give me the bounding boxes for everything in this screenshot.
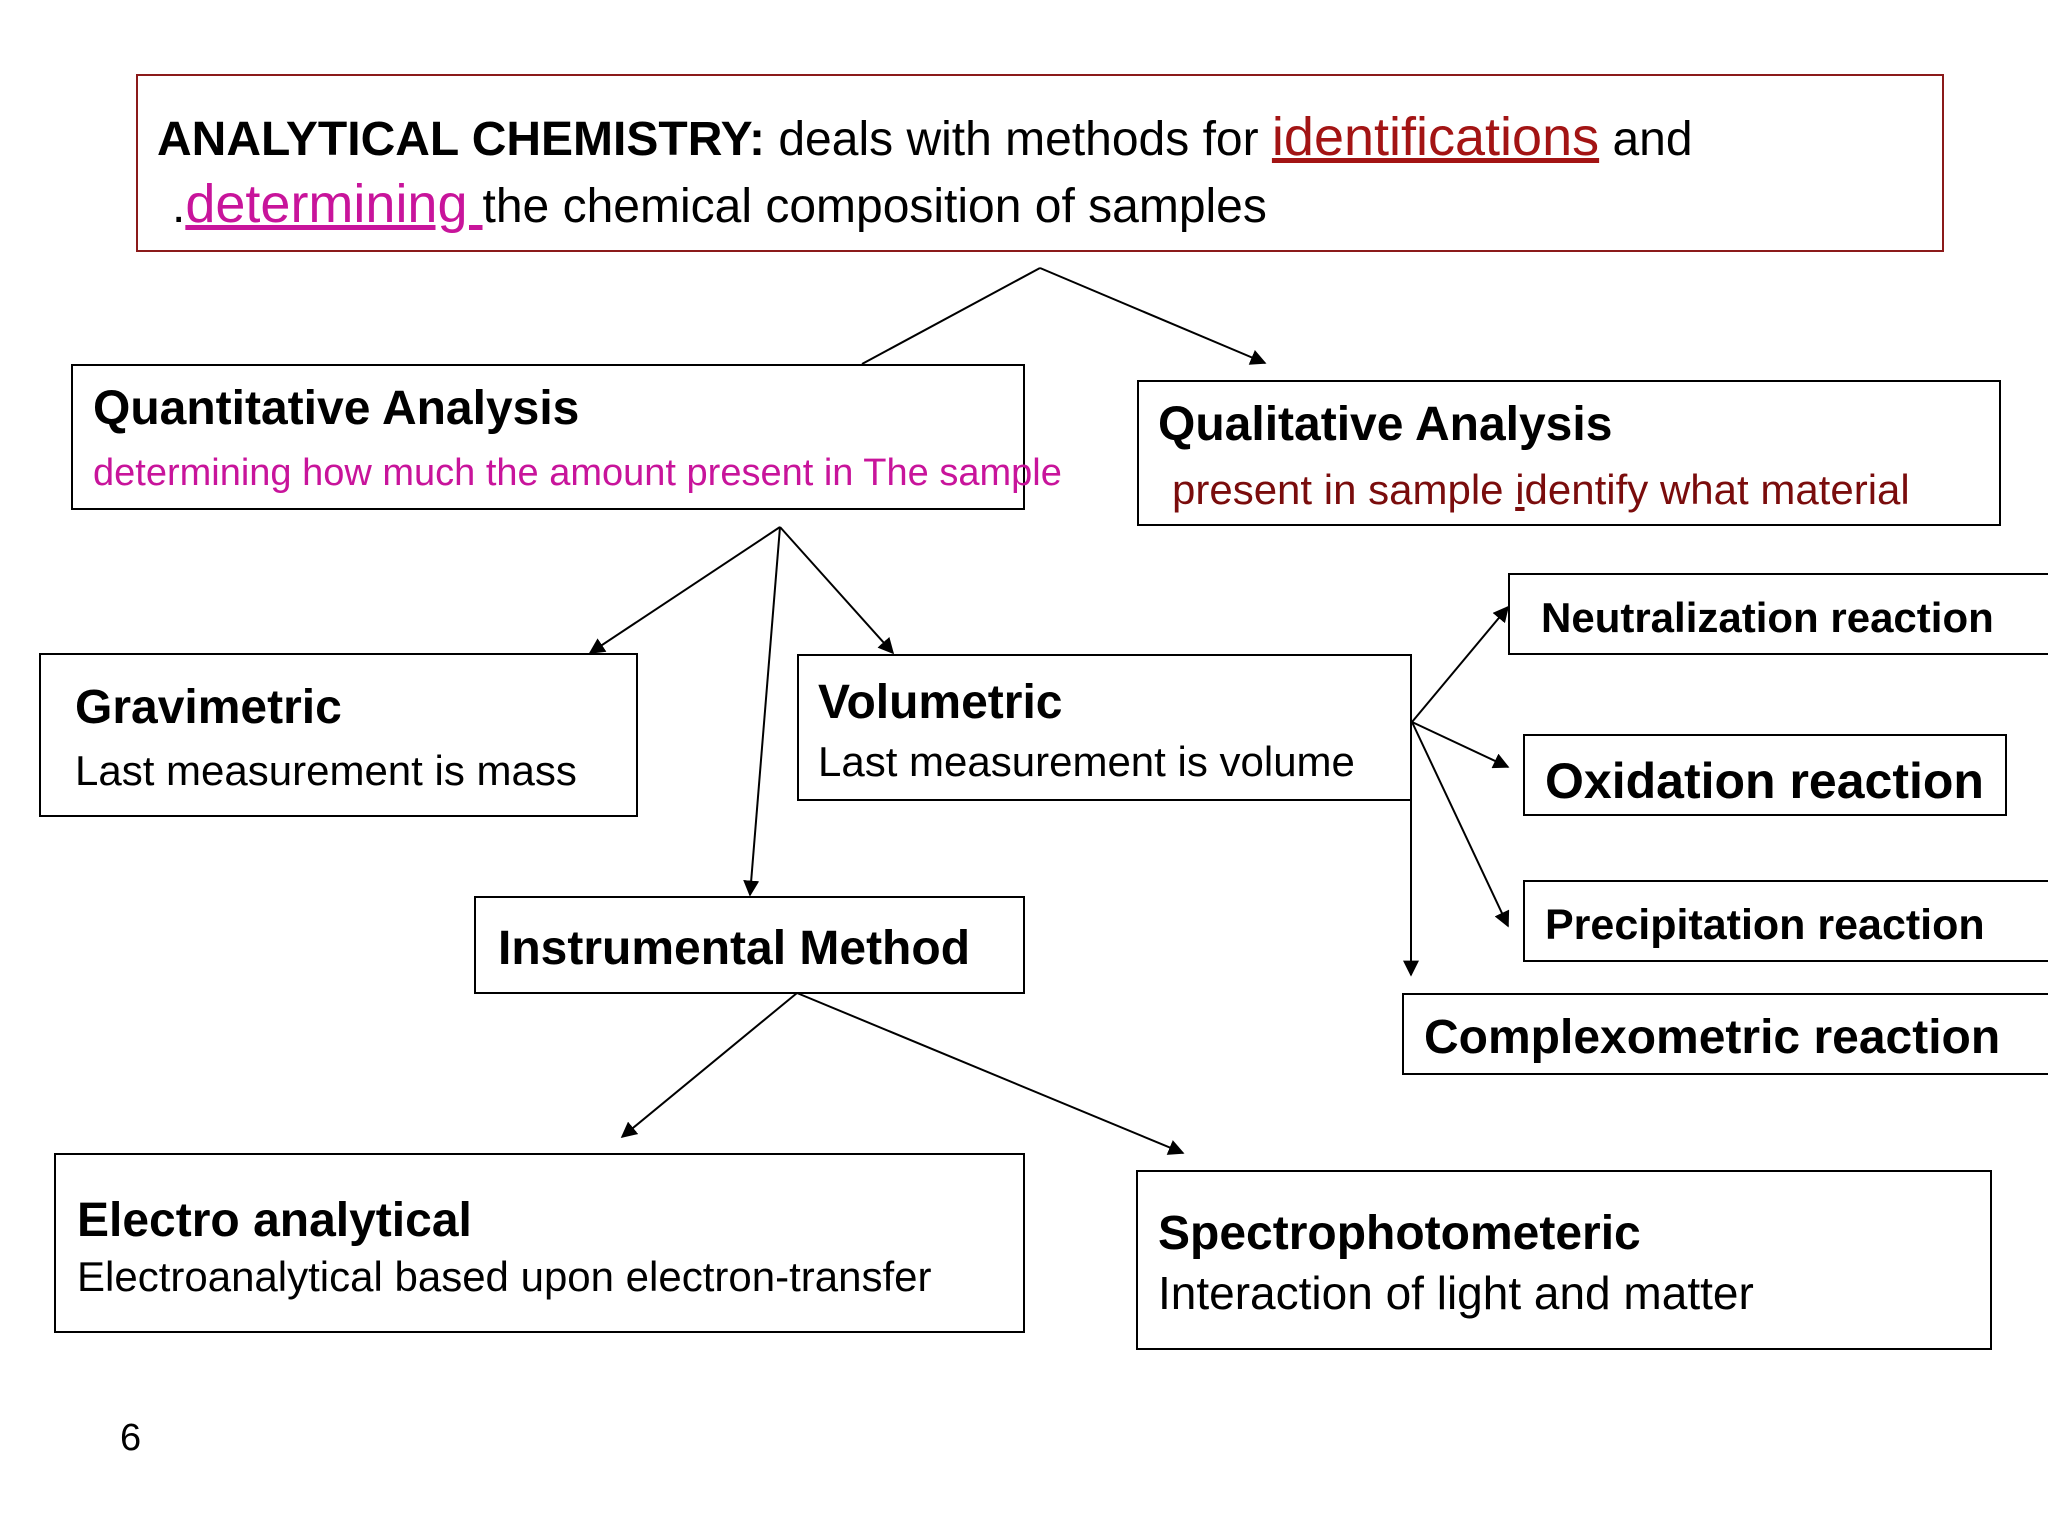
arrow-quant-instrumental	[750, 527, 780, 895]
spectro-title: Spectrophotometeric	[1158, 1207, 1641, 1260]
title-line-1	[157, 106, 1693, 168]
spectro-desc: Interaction of light and matter	[1158, 1267, 1754, 1319]
qualitative-title: Qualitative Analysis	[1158, 398, 1613, 451]
arrow-vol-neutralization	[1412, 607, 1508, 722]
electro-desc: Electroanalytical based upon electron-transfer	[77, 1253, 932, 1300]
connector-title-quantitative	[862, 268, 1040, 364]
instrumental-title: Instrumental Method	[498, 922, 971, 975]
volumetric-desc: Last measurement is volume	[818, 738, 1355, 785]
qualitative-desc-post: dentify what material	[1524, 466, 1910, 513]
volumetric-title: Volumetric	[818, 676, 1063, 729]
complexometric-label: Complexometric reaction	[1424, 1011, 2001, 1064]
qualitative-desc	[1172, 466, 1910, 514]
arrow-vol-oxidation	[1412, 722, 1508, 767]
arrow-vol-precipitation	[1412, 722, 1508, 926]
keyword-identifications: identifications	[1271, 107, 1600, 167]
qualitative-desc-pre: present in sample	[1172, 466, 1516, 513]
arrow-instr-electro	[622, 993, 797, 1137]
title-dot: .	[172, 180, 186, 233]
precipitation-label: Precipitation reaction	[1545, 901, 1985, 949]
gravimetric-title: Gravimetric	[75, 681, 342, 734]
title-text-2: the chemical composition of samples	[482, 180, 1267, 233]
oxidation-label: Oxidation reaction	[1545, 753, 1984, 809]
arrow-instr-spectro	[797, 993, 1183, 1153]
slide-number: 6	[120, 1417, 142, 1459]
quantitative-desc: determining how much the amount present in The sample	[93, 452, 1062, 494]
quantitative-title: Quantitative Analysis	[93, 382, 580, 435]
gravimetric-desc: Last measurement is mass	[75, 747, 577, 794]
title-text-1-end: and	[1599, 113, 1693, 166]
arrow-quant-gravimetric	[590, 527, 780, 653]
arrow-title-qualitative	[1040, 268, 1265, 363]
keyword-determining: determining	[185, 174, 483, 234]
arrow-quant-volumetric	[780, 527, 893, 653]
title-line-2	[172, 173, 1267, 235]
electro-title: Electro analytical	[77, 1194, 472, 1247]
title-text-1: deals with methods for	[765, 113, 1272, 166]
title-heading: ANALYTICAL CHEMISTRY:	[157, 113, 766, 166]
neutralization-label: Neutralization reaction	[1541, 594, 1994, 641]
qualitative-desc-i: i	[1515, 466, 1525, 513]
